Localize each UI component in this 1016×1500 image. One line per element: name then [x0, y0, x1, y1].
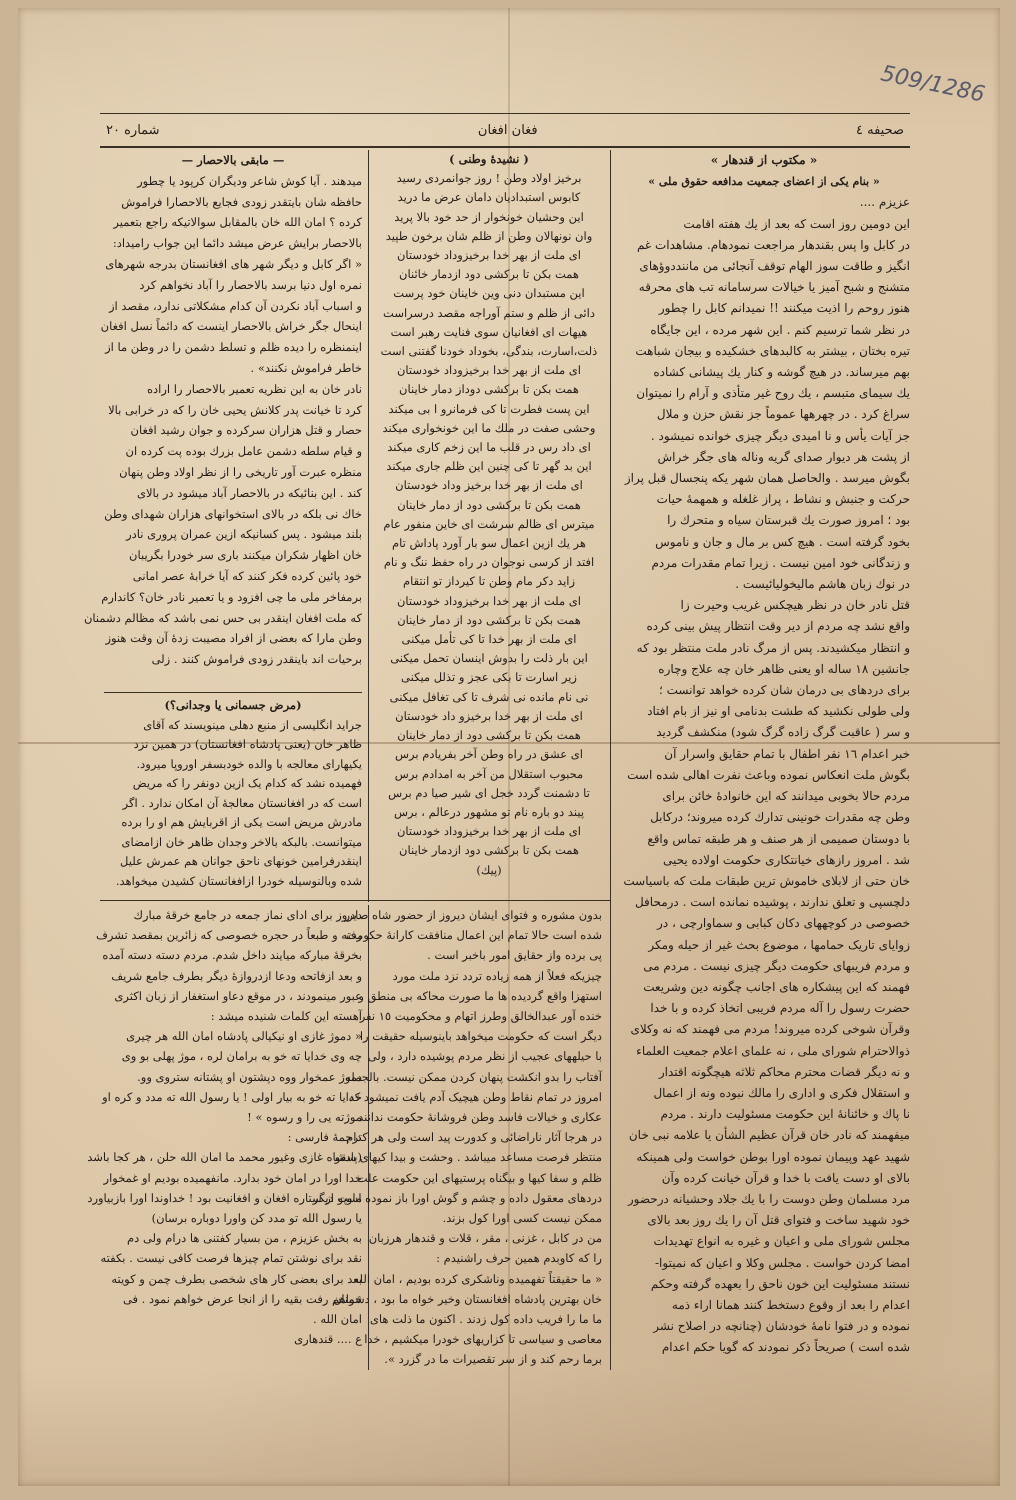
text-line: یکیهارای معالجه با والده خودبسفر اوروپا میرود. — [136, 756, 362, 771]
text-line: منتظر فرصت مساعد میباشد . وحشت و بیدا کیهای سقو — [334, 1150, 602, 1165]
text-line: و زندگانی خود امین نیست . زیرا تمام مقدرات مردم — [651, 555, 910, 570]
text-line: خدا اورا در امان خود بدارد. مانفهمیده بودیم او غمخوار — [103, 1170, 362, 1185]
text-line: اینقدرفرامین خونهای ناحق جوانان هم عمرش علیل — [120, 854, 362, 868]
text-line: این بار ذلت را بدوش اینسان تحمل میکنی — [390, 651, 588, 666]
text-line: ای ملت از بهر خدا برخیزوداد خودستان — [396, 824, 581, 839]
text-line: آفتاب را بدو انکشت پنهان کردن ممکن نیست. بالجمله — [345, 1069, 602, 1084]
text-line: کابوس استبدادیان دامان عرض ما درید — [397, 190, 581, 205]
page-number: صحیفه ٤ — [855, 122, 904, 138]
text-line: این پست فطرت تا کی فرمانرو ا بی میکند — [388, 401, 590, 416]
text-line: معاصی و سیاسی تا کزاریهای خودرا میکشیم ، خدا — [364, 1332, 602, 1347]
text-line: در کابل وا پس بقندهار مراجعت نمودهام. مشاهدات غم — [636, 237, 910, 252]
text-line: افتد از کرسی نوجوان در راه حفظ ننگ و نام — [383, 555, 595, 570]
text-line: میدهند . آیا کوش شاعر ودیگران کرپود یا چطور — [137, 173, 362, 188]
column-divider-left — [368, 150, 369, 902]
text-line: نادر خان به این نظریه تعمیر بالاحصار را اراده — [147, 381, 362, 396]
text-line: شده وبالنوسیله خودرا ازافغانستان کشیدن میخواهد. — [115, 873, 362, 888]
text-line: تا دشمنت گردد خجل ای شیر صیا دم برس — [388, 785, 590, 800]
article-body — [87, 905, 362, 1349]
text-line: برمفاخر ملی ما چی افزود و یا تعمیر نادر خان؟ کاندارم — [101, 589, 362, 604]
text-line: جز آیات یأس و نا امیدی دیگر چیزی خوانده نمیشود . — [650, 428, 910, 443]
text-line: « ما حقیقتاً تفهمیده وناشکری کرده بودیم ، امان الله — [353, 1271, 602, 1286]
text-line: وقرآن شوخی کرده میروند! مردم می فهمند که نه وکلای — [630, 1022, 910, 1037]
text-line: برحیات اند باینقدر زودی فراموش کنند . زلی — [151, 652, 362, 667]
text-line: نستند مسئولیت این خون ناحق را بعهده گرفته وحکم — [650, 1276, 910, 1291]
text-line: ممکن نیست کسی اورا کول بزند. — [442, 1211, 602, 1226]
text-line: بگوش ملت انعکاس نموده وباعث نفرت اهالی شده است — [627, 767, 910, 782]
text-line: خود پائین کرده فکر کنند که آیا خرابهٔ عصر امانی — [132, 568, 362, 583]
text-line: یك سیمای متبسم ، یك روح غیر متأذی و آرام را نمیتوان — [636, 386, 910, 401]
text-line: (پیك) — [476, 862, 502, 877]
text-line: و بعد ازفاتحه ودعا ازدروازهٔ دیگر بطرف جامع شریف — [111, 968, 362, 983]
article-body — [83, 171, 362, 670]
text-line: شهید عهد وپیمان نموده اورا بوطن خواست ولی همینکه — [636, 1149, 910, 1164]
text-line: ای ملت از بهر خدا برخیزوداد خودستان — [396, 593, 581, 608]
article-letter-from-kandahar — [618, 150, 910, 1380]
section-divider — [100, 900, 610, 901]
text-line: و سر ( عاقبت گرگ زاده گرگ شود) منکشف گردید — [656, 725, 910, 740]
text-line: با حیلههای عجیب از نظر مردم پوشیده دارد ، ولی — [367, 1049, 602, 1064]
article-body — [618, 214, 910, 1359]
text-line: به بخش عزیزم ، من بسیار کفتنی ها درام ولی دم — [127, 1231, 362, 1246]
text-line: بخرقهٔ مبارکه میایند داخل شدم. مردم دسته دسته آمده — [102, 948, 362, 963]
text-line: هر یك ازین اعمال سو بار آورد پاداش تام — [392, 536, 586, 551]
article-subtitle: « بنام یکی از اعضای جمعیت مدافعه حقوق ملی » — [648, 175, 880, 189]
text-line: با دوستان صمیمی از هر صنف و هر طبقه تماس واقع — [647, 831, 910, 846]
text-line: امروز در تمام نقاط وطن هیچیک آدم یافت نمیشود که — [348, 1089, 602, 1104]
text-line: ترجمهٔ فارسی : — [287, 1130, 362, 1145]
text-line: شده است ) صریحاً ذکر نمودند که گویا حکم اعدام — [661, 1340, 910, 1355]
text-line: خنده آور عبدالخالق وطرز اتهام و محکومیت ١٥ نفر — [359, 1009, 602, 1024]
text-line: نا پاك و خائنانهٔ این حکومت مسئولیت دارند . مردم — [660, 1107, 910, 1122]
text-line: بگوش میرسد . والحاصل همان شهر یکه پنجسال قبل پراز — [624, 471, 910, 486]
text-line: بعد برای بعضی کار های شخصی بطرف چمن و کویته — [111, 1271, 362, 1286]
text-line: کند . این بنائیکه در بالاحصار آباد میشود در بالای — [136, 485, 362, 500]
text-line: میفهمند که نادر خان قرآن عظیم الشأن یا علامه نبی خان — [628, 1128, 910, 1143]
text-line: ذوالاحترام شورای ملی ، نه علمای اعلام جمعیت العلماء — [636, 1043, 910, 1058]
text-line: همت بکن تا برکشی دود ازدمار خاینان — [399, 843, 579, 858]
text-line: اینمنظره را دیده ظلم و تسلط دشمن را در وطن ما از — [105, 340, 362, 355]
text-line: دلچسپی و تعلق ندارند ، پوشیده نمانده است . درمحافل — [634, 895, 910, 910]
text-line: بالاحصار برایش عرض میشد دائما این جواب رامیداد: — [112, 236, 362, 251]
text-line: خواهم رفت بقیه را از انجا عرض خواهم نمود . فی — [122, 1291, 362, 1306]
text-line: برخیز اولاد وطن ! روز جوانمردی رسید — [396, 171, 582, 186]
text-line: همت بکن تا برکشی دود ازدمار خائنان — [399, 267, 579, 282]
text-line: بالای او دست یافت با خدا و قرآن خیانت کرده وآن — [661, 1170, 910, 1185]
text-line: ای عشق در راه وطن آخر بفریادم برس — [395, 747, 583, 762]
text-line: قتل نادر خان در نظر هیچکس غریب وحیرت زا — [680, 598, 910, 613]
text-line: نمره اول دنیا برسد بالاحصار را آباد نخواهم کرد — [139, 277, 362, 292]
text-line: شد . امروز رازهای خیانتکاری حکومت اولاده یحیی — [662, 852, 910, 867]
text-line: « اگر کابل و دیگر شهر های افغانستان بدرجه شهرهای — [105, 256, 362, 271]
text-line: دموژ عمخوار ووه دپشتون او پشتانه ستروی وو. — [137, 1069, 362, 1084]
text-line: امان الله . — [313, 1312, 362, 1327]
text-line: مادرش مریض است یکی از اقربایش هم او را برده — [121, 815, 362, 829]
text-line: این دومین روز است که بعد از یك هفته اقامت — [683, 216, 910, 231]
text-line: خود شهید ساخت و فتوای قتل آن را یك روز بعد بالای — [647, 1213, 910, 1228]
text-line: هیهات ای افغانیان سوی فنایت رهبر است — [390, 324, 588, 339]
text-line: بخود گرفته است . هیچ کس بر مال و جان و ناموس — [655, 534, 910, 549]
text-line: موژته یی را و رسوه » ! — [247, 1110, 362, 1125]
text-line: وطن مارا که بعضی از افراد مصیبت زدهٔ آن وقت هنوز — [105, 631, 362, 646]
text-line: آهسته این کلمات شنیده میشد : — [210, 1009, 362, 1024]
text-line: استهزا واقع گردیده ها ما صورت محاکه بی منطق و — [358, 988, 602, 1003]
text-line: بهم میرساند. در هیچ گوشه و کنار یك پیشانی کشاده — [653, 365, 910, 380]
text-line: یا رسول الله تو مدد کن واورا دوباره برسان) — [151, 1211, 362, 1226]
text-line: ظاهر خان (یعنی پادشاه افغانستان) در همین نزد — [133, 737, 362, 751]
article-illness — [104, 696, 362, 896]
text-line: کرد تا خیانت پدر کلانش یحیی خان را که در خرابی بالا — [108, 402, 362, 417]
poem-body — [376, 169, 602, 880]
text-line: انگیز و طاقت سوز الهام توقف آنجائی من ماننددوؤهای — [639, 259, 910, 274]
text-line: برای دردهای بی درمان شان کرده خواهد توانست ؛ — [658, 683, 910, 698]
article-title: « مکتوب از قندهار » — [710, 153, 818, 167]
text-line: حرکت و جنبش و نشاط ، پراز غلغله و همهمهٔ حیات — [656, 492, 910, 507]
text-line: پی برده واز حقایق امور باخبر است . — [427, 948, 602, 963]
newspaper-name: فغان افغان — [477, 122, 538, 138]
text-line: « دموژ غازی او نیکیالی پادشاه امان الله هر چیری — [126, 1029, 362, 1044]
text-line: این مستبدان دنی وین خاینان خود پرست — [393, 286, 585, 301]
text-line: ما ما را فریب داده کول زدند . اکنون ما ذلت های — [369, 1312, 602, 1327]
text-line: منظره عبرت آور تاریخی را از نظر اولاد وطن پنهان — [119, 464, 362, 479]
text-line: جراید انگلیسی از منبع دهلی مینویسند که آقای — [143, 717, 362, 732]
text-line: بود ؛ امروز صورت یك قبرستان سیاه و متحرك را — [667, 513, 910, 528]
text-line: برما رحم کند و از سر تقصیرات ما در گزرد ». — [384, 1352, 602, 1367]
text-line: عبور مینمودند ، در موقع دعاو استغفار از زبان اکثری — [114, 988, 362, 1003]
text-line: خاك نی بلکه در بالای استخوانهای هزاران شهدای وطن — [104, 506, 362, 521]
text-line: است که در افغانستان معالجهٔ آن امکان ندارد . اگر — [122, 795, 362, 810]
text-line: خان اظهار شکران میکنند باری سر خودرا بگریبان — [129, 548, 362, 563]
text-line: خان حتی از لابلای خاموش ترین طبقات ملت که باسیاست — [623, 873, 910, 888]
text-line: زاید دکر مام وطن تا کیرداز تو انتقام — [402, 574, 576, 589]
text-line: سراغ کرد . در چهرهها عموماً جز نقش حزن و ملال — [656, 407, 910, 422]
text-line: واقع نشد چه مردم از دیر وقت انتظار پیش بینی کرده — [646, 619, 910, 634]
text-line: عکاری و خیالات فاسد وطن فروشانهٔ حکومت ندانند. — [354, 1110, 602, 1125]
text-line: ای داد رس در قلب ما این زخم کاری میکند — [387, 440, 591, 455]
text-line: خبر اعدام ١٦ نفر اطفال با تمام حقایق واسرار آن — [664, 746, 910, 761]
text-line: در نظر شما ترسیم کنم . این شهر مرده ، این جایگاه — [650, 322, 910, 337]
text-line: دیگر است که حکومت میخواهد باینوسیله حقیقت را — [359, 1029, 602, 1044]
text-line: حضرت رسول را آله مردم فریبی اتخاذ کرده و با خدا — [650, 1001, 910, 1016]
text-line: خصوصی در کوچههای دکان کبابی و سماوارچی ، در — [657, 916, 910, 931]
text-line: ای ملت از بهر خدا برخیز وداد خودستان — [395, 478, 583, 493]
article-bala-hisar-continued — [83, 150, 362, 690]
page-header — [100, 113, 910, 148]
text-line: همت بکن تا برکشی دود از دمار خاینان — [397, 612, 581, 627]
text-line: کرده ؟ امان الله خان بالمقابل سوالاتیکه راجع بتعمیر — [113, 215, 362, 230]
text-line: وان نونهالان وطن از ظلم شان برخون طپید — [385, 228, 593, 243]
text-line: مجلس شورای ملی و اعیان و غیره به انواع تهدیدات — [653, 1234, 910, 1249]
text-line: محبوب استقلال من آخر به امدادم برس — [394, 766, 584, 781]
text-line: اینحال جگر خراش بالاحصار اینست که دائماً نسل افغان — [100, 319, 362, 334]
text-line: و مردم فریبهای حکومت دیگر چیزی نیست . مردم می — [643, 958, 910, 973]
salutation: عزیزم .... — [859, 195, 910, 210]
poem-title: ( نشیدهٔ وطنی ) — [449, 152, 529, 166]
text-line: چه وی خدایا ته خو به برامان لره ، موژ پهلی بو وی — [121, 1049, 362, 1064]
text-line: خدایا ته خو به بیار اولی ! یا رسول الله ته مدد و کره او — [102, 1089, 362, 1104]
text-line: همت بکن تا برکشی دود از دمار خاینان — [397, 728, 581, 743]
text-line: خان بهترین پادشاه افغانستان وخیر خواه ما بود ، دشمنان — [332, 1291, 602, 1306]
column-divider-right — [610, 150, 611, 1370]
text-line: ای ملت از بهر خدا تا کی تأمل میکنی — [401, 632, 577, 647]
text-line: و قیام سلطه دشمن عامل بزرك بوده پت کرده ان — [125, 444, 362, 459]
text-line: متشنج و شبح آمیز یا خیالات سرسامانه تب های محرقه — [638, 280, 910, 295]
text-line: همت بکن تا برکشی دوداز دمار خاینان — [399, 382, 579, 397]
text-line: تیره بختان ، بیشتر به کالبدهای خشکیده و بیجان شباهت — [635, 343, 910, 358]
archive-handwritten-note: 509/1286 — [878, 61, 987, 108]
text-line: و انتظار میکشیدند. پس از مرگ نادر ملت منتظر بود که — [636, 640, 910, 655]
text-line: این وحشیان خونخوار از حد خود بالا پرید — [394, 209, 584, 224]
text-line: بلند میشود . پس کسانیکه ازین عمران پروری نادر — [126, 527, 362, 542]
text-line: نقد برای نوشتن تمام چیزها فرصت کافی نیست . بکفته — [100, 1251, 362, 1266]
text-line: وطن چه مقدرات خونینی تدارك کرده میروند؛ درکابل — [650, 810, 910, 825]
text-line: (پادشاه غازی وغیور محمد ما امان الله حلن ، هر کجا باشد — [87, 1150, 362, 1165]
text-line: اعدام را بعد از وقوع دستخط کنند همانا اراء ذمه — [671, 1297, 910, 1312]
text-line: نی نام مانده نی شرف تا کی تغافل میکنی — [389, 689, 589, 704]
text-line: شده است حالا تمام این اعمال منافقت کارانهٔ حکومت — [345, 928, 602, 943]
text-line: مرد مسلمان وطن دوست را با یك جلاد وحشیانه درحضور — [627, 1191, 910, 1206]
issue-number: شماره ٢٠ — [106, 122, 160, 138]
text-line: فهمیده نشد که کدام یک ازین دونفر را که مریض — [132, 776, 362, 790]
article-separator — [104, 692, 362, 693]
text-line: حصار و قتل هزاران سرکرده و جوان رشید افغان — [130, 423, 362, 438]
text-line: وحشی صفت در ملك ما این خونخواری میکند — [382, 420, 596, 435]
text-line: ای ملت از بهر خدا برخیزوداد خودستان — [396, 363, 581, 378]
text-line: که ملت افغان اینقدر بی حس نمی باشد که مظالم دشمنان — [83, 610, 362, 625]
text-line: از پشت هر دیوار صدای گریه وناله های جگر خراش — [657, 449, 910, 464]
text-line: جانشین ١٨ ساله او یعنی ظاهر خان چه علاج وچاره — [658, 661, 910, 676]
text-line: رفته و طبعاً در حجره خصوصی که زائرین بمقصد تشرف — [95, 928, 362, 943]
text-line: ای ملت از بهر خدا برخیزو داد خودستان — [395, 708, 583, 723]
text-line: نموده و در فتوا نامهٔ خودشان (چنانچه در اصلاح نشر — [653, 1319, 910, 1334]
text-line: حافظه شان بایتقدر زودی فجایع بالاحصارا فراموش — [121, 194, 362, 209]
article-body — [104, 716, 362, 892]
text-line: ولی طولی نکشید که طشت بدنامی او نیز از بام افتاد — [647, 704, 910, 719]
text-line: در هرجا آثار ناراضائی و کدورت پید است ولی هر کدام — [346, 1130, 602, 1145]
text-line: زیر اسارت تا بکی عجز و تذلل میکنی — [401, 670, 577, 685]
text-line: پیند دو باره نام تو مشهور درعالم ، برس — [393, 804, 585, 819]
text-line: میترس ای ظالم سرشت ای خاین منفور عام — [383, 516, 595, 531]
text-line: میتوانست. بالبکه بالاخر وجدان ظاهر خان ازامضای — [121, 834, 362, 849]
text-line: امضا کردن خواست . مجلس وکلا و اعیان که نمیتوا- — [655, 1255, 910, 1270]
text-line: فهمند که این پیشکاره های اجانب چگونه دین وشریعت — [643, 979, 910, 994]
text-line: ای ملت از بهر خدا برخیزوداد خودستان — [396, 248, 581, 263]
text-line: این بد گهر تا کی چنین این ظلم جاری میکند — [386, 459, 592, 474]
text-line: خاطر فراموش نکنند» . — [250, 360, 362, 375]
text-line: مردم حالا بخوبی میدانند که این خانوادهٔ خائن برای — [662, 789, 910, 804]
article-title: — مابقی بالاحصار — — [181, 153, 285, 167]
text-line: چیزیکه فعلاً از همه زیاده تردد نزد ملت مورد — [392, 968, 602, 983]
text-line: را که کاوبدم همین حرف راشنیدم : — [436, 1251, 602, 1266]
text-line: من در کابل ، غزنی ، مقر ، قلات و قندهار هرزبان — [368, 1231, 602, 1246]
text-line: زوایای تاریک حمامها ، موضوع بحث غیر از حیله ومکر — [648, 937, 910, 952]
text-line: بدون مشوره و فتوای ایشان دیروز از حضور شاه صادر — [344, 908, 602, 922]
text-line: ماوپو از ستاره افغان و افغانیت بود ! خداوندا اورا بازبیاورد — [87, 1190, 362, 1205]
text-line: ع .... قندهاری — [294, 1332, 362, 1347]
text-line: دائی از ظلم و ستم آوراجه مقصد درسراست — [383, 305, 595, 320]
text-line: ذلت،اسارت، بندگی، بخوداد خودنا گفتنی است — [380, 344, 598, 359]
text-line: هنوز روحم را اذیت میکنند !! نمیدانم کابل را چطور — [658, 301, 910, 316]
text-line: دیروز برای ادای نماز جمعه در جامع خرقهٔ مبارك — [133, 908, 362, 922]
text-line: و اسباب آباد نکردن آن کدام مشکلاتی ندارد، مقصد از — [108, 298, 362, 313]
article-national-anthem — [376, 150, 602, 900]
article-title: (مرض جسمانی یا وجدانی؟) — [164, 698, 302, 712]
article-continued-bottom-left — [87, 905, 362, 1375]
text-line: دردهای معقول داده و چشم و گوش اورا باز نموده است دیگر — [312, 1190, 602, 1205]
text-line: و نه دیگر قضات محترم محاکم ثلاثه هیچگونه اقتدار — [658, 1064, 910, 1079]
text-line: ظلم و سفا کیها و بیگناه پرستیهای این حکومت علت — [356, 1170, 602, 1185]
text-line: همت بکن تا برکشی دود از دمار خاینان — [397, 497, 581, 512]
text-line: در نوك زبان هاشم مالیخولیائیست . — [735, 577, 910, 592]
text-line: و استقلال فکری و اداری را مالك نبوده ونه از اعمال — [653, 1085, 910, 1100]
